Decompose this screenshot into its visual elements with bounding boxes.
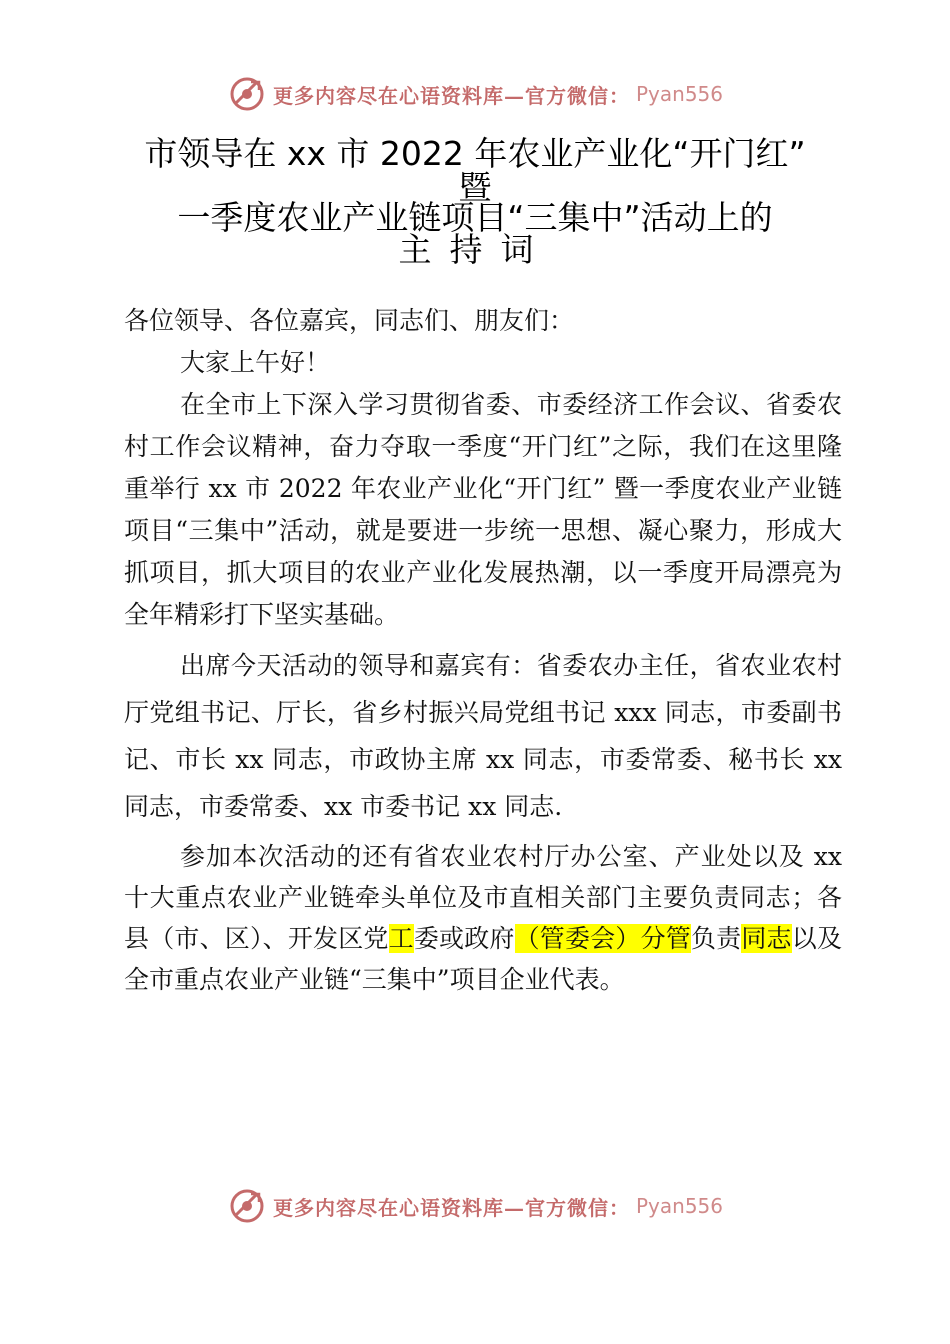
paragraph-3-part-b: 委或政府 — [413, 924, 515, 953]
title-line-2: 暨 — [458, 168, 492, 207]
watermark-text: 更多内容尽在心语资料库—官方微信： — [272, 1195, 630, 1220]
watermark-id: Pyan556 — [635, 82, 723, 106]
paragraph-2: 出席今天活动的领导和嘉宾有：省委农办主任，省农业农村厅党组书记、厅长，省乡村振兴局党组书记 xxx 同志，市委副书记、市长 xx 同志，市政协主席 xx 同志，市委常委、秘书长 xx 同志，市委常委、xx 市委书记 xx 同志. — [124, 651, 842, 821]
paragraph-1: 在全市上下深入学习贯彻省委、市委经济工作会议、省委农村工作会议精神，奋力夺取一季度“开门红”之际，我们在这里隆重举行 xx 市 2022 年农业产业化“开门红” 暨一季度农业产业链项目“三集中”活动，就是要进一步统一思想、凝心聚力，形成大抓项目，抓大项目的农业产业化发展热潮，以一季度开局漂亮为全年精彩打下坚实基础。 — [124, 390, 842, 629]
watermark-text: 更多内容尽在心语资料库—官方微信： — [272, 83, 630, 108]
greeting: 大家上午好！ — [180, 348, 331, 377]
logo-icon — [227, 74, 267, 114]
watermark-id: Pyan556 — [635, 1194, 723, 1218]
title-line-3: 一季度农业产业链项目“三集中”活动上的 — [177, 198, 773, 237]
paragraph-3-part-d: 以及全市重点农业产业链“三集中”项目企业代表。 — [124, 924, 842, 994]
document-body — [124, 300, 842, 1000]
logo-icon — [227, 1186, 267, 1226]
paragraph-3-part-c: 负责 — [690, 924, 742, 953]
salutation: 各位领导、各位嘉宾，同志们、朋友们： — [124, 306, 575, 335]
watermark-bottom — [0, 1184, 950, 1228]
paragraph-3 — [124, 836, 842, 1000]
watermark-top — [0, 72, 950, 116]
title-line-4: 主持词 — [398, 230, 552, 269]
paragraph-3-part-a: 参加本次活动的还有省农业农村厅办公室、产业处以及 xx 十大重点农业产业链牵头单位及市直相关部门主要负责同志；各县（市、区）、开发区党 — [124, 842, 842, 953]
highlight-1: 工 — [388, 924, 414, 953]
highlight-3: 同志 — [741, 924, 792, 953]
highlight-2: （管委会）分管 — [514, 924, 691, 953]
title-line-1: 市领导在 xx 市 2022 年农业产业化“开门红” — [144, 134, 806, 173]
